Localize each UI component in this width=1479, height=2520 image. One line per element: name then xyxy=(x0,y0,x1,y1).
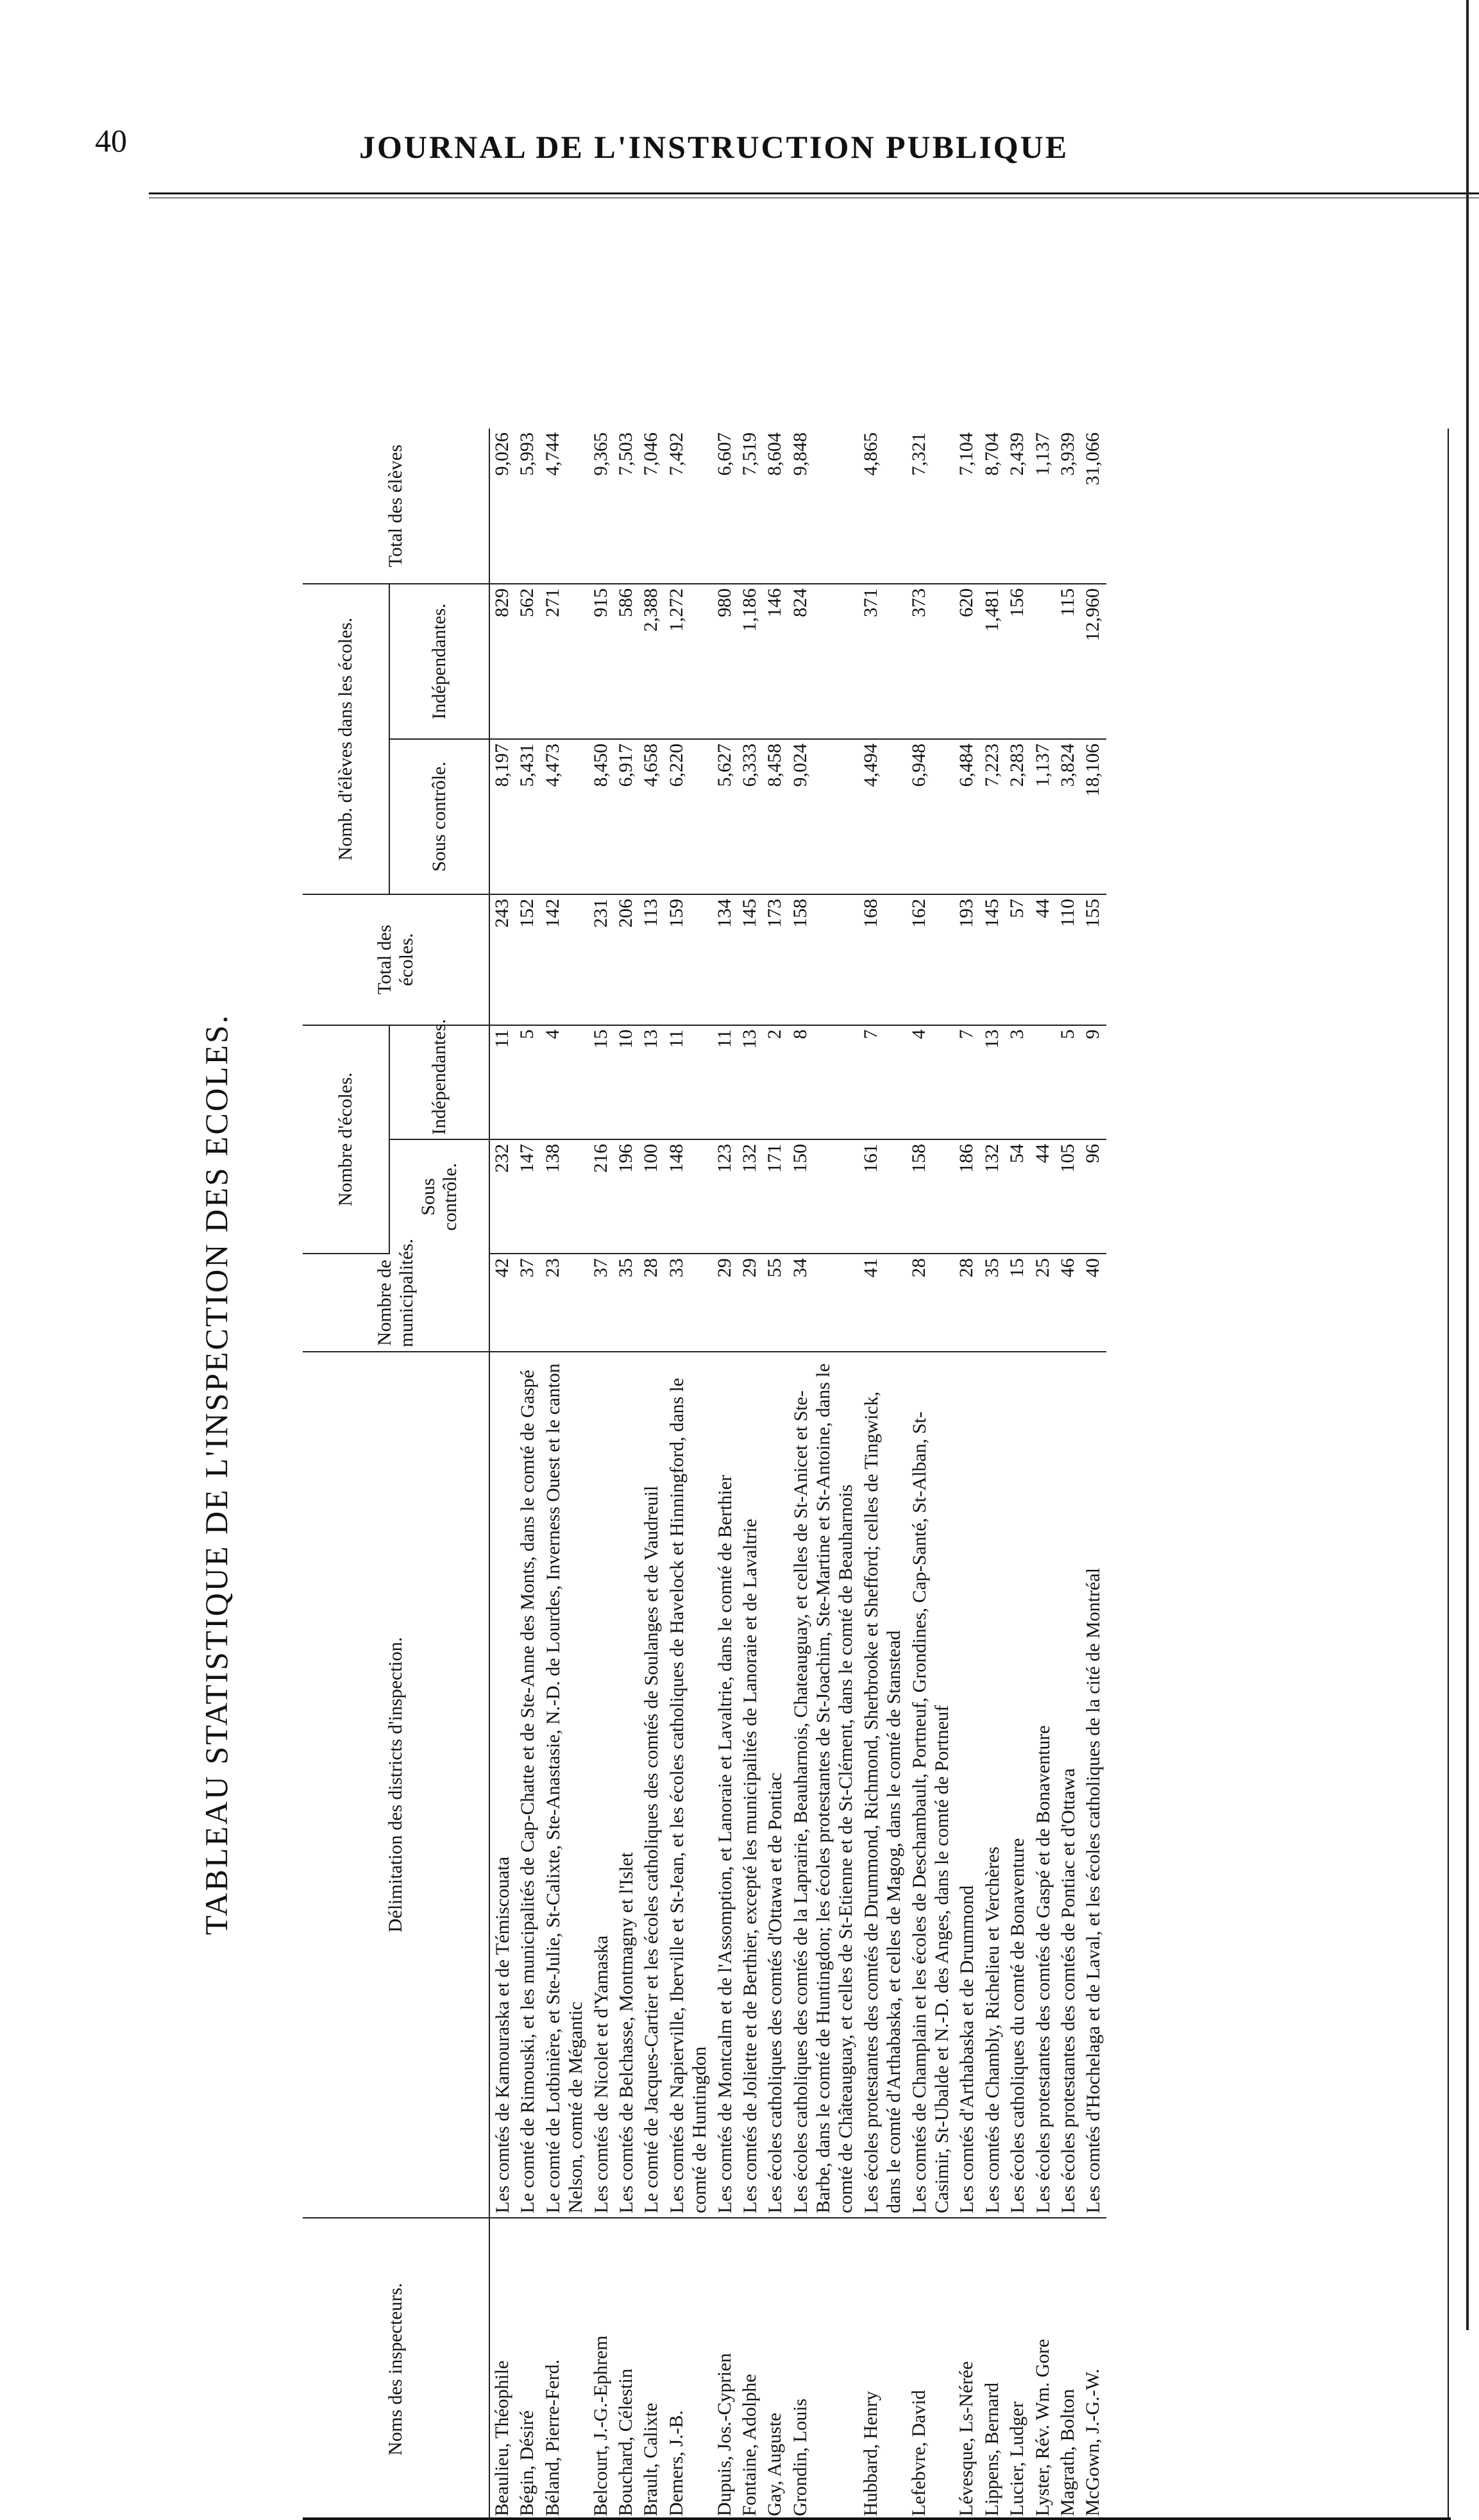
page-edge-rule xyxy=(1466,0,1469,2330)
table-row xyxy=(763,429,788,2520)
table-row xyxy=(489,429,515,2520)
pupils-independent-cell: 824 xyxy=(788,584,859,739)
schools-total-cell: 152 xyxy=(515,894,540,1025)
pupils-controlled-cell: 4,494 xyxy=(859,739,907,894)
pupils-independent-cell: 1,481 xyxy=(980,584,1005,739)
pupils-controlled-cell: 5,431 xyxy=(515,739,540,894)
pupils-controlled-cell: 3,824 xyxy=(1056,739,1081,894)
table-title: TABLEAU STATISTIQUE DE L'INSPECTION DES ECOLES. xyxy=(198,1013,234,1936)
pupils-independent-cell: 562 xyxy=(515,584,540,739)
municipalities-cell: 55 xyxy=(763,1254,788,1352)
schools-independent-cell: 2 xyxy=(763,1025,788,1139)
municipalities-cell: 35 xyxy=(614,1254,639,1352)
municipalities-cell: 41 xyxy=(859,1254,907,1352)
pupils-controlled-cell: 8,458 xyxy=(763,739,788,894)
header-inspector: Noms des inspecteurs. xyxy=(303,2218,489,2520)
table-row xyxy=(664,429,713,2520)
inspector-cell: Gay, Auguste xyxy=(764,2412,786,2516)
pupils-total-cell: 8,604 xyxy=(763,429,788,584)
schools-controlled-cell: 232 xyxy=(489,1139,515,1254)
table-row xyxy=(515,429,540,2520)
municipalities-cell: 33 xyxy=(664,1254,713,1352)
pupils-total-cell: 9,026 xyxy=(489,429,515,584)
inspector-cell: Lucier, Ludger xyxy=(1006,2401,1028,2516)
pupils-controlled-cell: 8,197 xyxy=(489,739,515,894)
schools-total-cell: 206 xyxy=(614,894,639,1025)
schools-total-cell: 162 xyxy=(907,894,955,1025)
schools-controlled-cell: 147 xyxy=(515,1139,540,1254)
district-cell: Les comtés de Montcalm et de l'Assomption, et Lanoraie et Lavaltrie, dans le comté de Berthier xyxy=(713,1352,738,2218)
district-cell: Les comtés de Napierville, Iberville et St-Jean, et les écoles catholiques de Havelock et Hinningford, dans le comté de Huntingdon xyxy=(664,1352,713,2218)
pupils-controlled-cell: 6,948 xyxy=(907,739,955,894)
schools-total-cell: 158 xyxy=(788,894,859,1025)
inspector-cell: Magrath, Bolton xyxy=(1056,2388,1078,2516)
table-row xyxy=(954,429,979,2520)
pupils-total-cell: 2,439 xyxy=(1005,429,1030,584)
schools-independent-cell: 13 xyxy=(738,1025,763,1139)
table-row xyxy=(907,429,955,2520)
pupils-controlled-cell: 6,333 xyxy=(738,739,763,894)
district-cell: Les comtés de Champlain et les écoles de Deschambault, Portneuf, Grondines, Cap-Santé, St-Alban, St-Casimir, St-Ubalde et N.-D. des Anges, dans le comté de Portneuf xyxy=(907,1352,955,2218)
inspector-cell: Dupuis, Jos.-Cyprien xyxy=(713,2353,735,2516)
schools-total-cell: 145 xyxy=(738,894,763,1025)
inspector-cell: McGown, J.-G.-W. xyxy=(1082,2369,1104,2516)
pupils-total-cell: 7,519 xyxy=(738,429,763,584)
inspector-cell: Fontaine, Adolphe xyxy=(738,2374,760,2516)
schools-controlled-cell: 105 xyxy=(1056,1139,1081,1254)
header-schools-group: Nombre d'écoles. xyxy=(303,1025,389,1254)
inspector-cell: Bégin, Désiré xyxy=(516,2410,538,2516)
district-cell: Les écoles protestantes des comtés de Gaspé et de Bonaventure xyxy=(1031,1352,1056,2218)
inspector-cell: Béland, Pierre-Ferd. xyxy=(541,2359,563,2516)
pupils-total-cell: 3,939 xyxy=(1056,429,1081,584)
table-row xyxy=(1056,429,1081,2520)
schools-independent-cell: 11 xyxy=(664,1025,713,1139)
inspector-cell: Grondin, Louis xyxy=(789,2398,811,2516)
table-row xyxy=(614,429,639,2520)
header-district: Délimitation des districts d'inspection. xyxy=(303,1352,489,2218)
schools-controlled-cell: 161 xyxy=(859,1139,907,1254)
pupils-independent-cell: 2,388 xyxy=(639,584,664,739)
schools-total-cell: 155 xyxy=(1081,894,1106,1025)
schools-independent-cell: 11 xyxy=(489,1025,515,1139)
table-row xyxy=(589,429,614,2520)
pupils-independent-cell: 12,960 xyxy=(1081,584,1106,739)
municipalities-cell: 15 xyxy=(1005,1254,1030,1352)
municipalities-cell: 23 xyxy=(541,1254,589,1352)
inspector-cell: Lefebvre, David xyxy=(908,2390,929,2516)
district-cell: Les comtés de Belchasse, Montmagny et l'Islet xyxy=(614,1352,639,2218)
schools-independent-cell: 15 xyxy=(589,1025,614,1139)
pupils-total-cell: 5,993 xyxy=(515,429,540,584)
schools-total-cell: 193 xyxy=(954,894,979,1025)
header-municipalities: Nombre de municipalités. xyxy=(303,1254,489,1352)
header-pupils-total: Total des élèves xyxy=(303,429,489,584)
inspector-cell: Bouchard, Célestin xyxy=(614,2369,636,2516)
district-cell: Les écoles catholiques des comtés de la Laprairie, Beauharnois, Chateauguay, et celles de St-Anicet et Ste-Barbe, dans le comté de Huntingdon; les écoles protestantes de St-Joachim, Ste-Martine et St-Antoine, dans le comté de Châteauguay, et celles de St-Etienne et de St-Clément, dans le comté de Beauharnois xyxy=(788,1352,859,2218)
pupils-total-cell: 1,137 xyxy=(1031,429,1056,584)
schools-controlled-cell: 44 xyxy=(1031,1139,1056,1254)
pupils-independent-cell: 1,272 xyxy=(664,584,713,739)
schools-total-cell: 44 xyxy=(1031,894,1056,1025)
schools-total-cell: 159 xyxy=(664,894,713,1025)
district-cell: Les comtés de Chambly, Richelieu et Verchères xyxy=(980,1352,1005,2218)
schools-controlled-cell: 123 xyxy=(713,1139,738,1254)
pupils-independent-cell: 586 xyxy=(614,584,639,739)
running-head: JOURNAL DE L'INSTRUCTION PUBLIQUE xyxy=(359,129,1069,165)
schools-controlled-cell: 96 xyxy=(1081,1139,1106,1254)
municipalities-cell: 35 xyxy=(980,1254,1005,1352)
table-row xyxy=(859,429,907,2520)
municipalities-cell: 37 xyxy=(589,1254,614,1352)
schools-total-cell: 173 xyxy=(763,894,788,1025)
schools-total-cell: 142 xyxy=(541,894,589,1025)
district-cell: Les écoles protestantes des comtés de Drummond, Richmond, Sherbrooke et Shefford; celles de Tingwick, dans le comté d'Arthabaska, et celles de Magog, dans le comté de Stanstead xyxy=(859,1352,907,2218)
district-cell: Les comtés de Joliette et de Berthier, excepté les municipalités de Lanoraie et de Lavaltrie xyxy=(738,1352,763,2218)
header-pupils-independent: Indépendantes. xyxy=(389,584,489,739)
pupils-controlled-cell: 4,473 xyxy=(541,739,589,894)
inspector-cell: Demers, J.-B. xyxy=(665,2410,687,2516)
pupils-total-cell: 4,865 xyxy=(859,429,907,584)
inspector-cell: Lippens, Bernard xyxy=(981,2382,1002,2516)
municipalities-cell: 29 xyxy=(738,1254,763,1352)
municipalities-cell: 29 xyxy=(713,1254,738,1352)
pupils-total-cell: 7,321 xyxy=(907,429,955,584)
schools-controlled-cell: 186 xyxy=(954,1139,979,1254)
schools-independent-cell: 13 xyxy=(639,1025,664,1139)
table-row xyxy=(713,429,738,2520)
pupils-independent-cell: 371 xyxy=(859,584,907,739)
pupils-total-cell: 8,704 xyxy=(980,429,1005,584)
municipalities-cell: 40 xyxy=(1081,1254,1106,1352)
schools-controlled-cell: 132 xyxy=(980,1139,1005,1254)
municipalities-cell: 46 xyxy=(1056,1254,1081,1352)
header-pupils-group: Nomb. d'élèves dans les écoles. xyxy=(303,584,389,894)
schools-independent-cell: 4 xyxy=(541,1025,589,1139)
schools-controlled-cell: 196 xyxy=(614,1139,639,1254)
table-row xyxy=(1081,429,1106,2520)
schools-controlled-cell: 216 xyxy=(589,1139,614,1254)
pupils-independent-cell: 156 xyxy=(1005,584,1030,739)
district-cell: Le comté de Jacques-Cartier et les écoles catholiques des comtés de Soulanges et de Vaudreuil xyxy=(639,1352,664,2218)
pupils-total-cell: 4,744 xyxy=(541,429,589,584)
district-cell: Les écoles catholiques du comté de Bonaventure xyxy=(1005,1352,1030,2218)
pupils-independent-cell: 373 xyxy=(907,584,955,739)
schools-independent-cell: 13 xyxy=(980,1025,1005,1139)
schools-independent-cell: 3 xyxy=(1005,1025,1030,1139)
schools-independent-cell: 9 xyxy=(1081,1025,1106,1139)
inspector-cell: Hubbard, Henry xyxy=(859,2391,881,2516)
municipalities-cell: 25 xyxy=(1031,1254,1056,1352)
district-cell: Le comté de Rimouski, et les municipalités de Cap-Chatte et de Ste-Anne des Monts, dans le comté de Gaspé xyxy=(515,1352,540,2218)
table-row xyxy=(980,429,1005,2520)
district-cell: Les comtés d'Hochelaga et de Laval, et les écoles catholiques de la cité de Montréal xyxy=(1081,1352,1106,2218)
inspector-cell: Beaulieu, Théophile xyxy=(491,2360,512,2516)
district-cell: Les comtés d'Arthabaska et de Drummond xyxy=(954,1352,979,2218)
rotated-table-frame xyxy=(168,429,1451,2520)
pupils-independent-cell xyxy=(1031,584,1056,739)
pupils-independent-cell: 829 xyxy=(489,584,515,739)
schools-total-cell: 134 xyxy=(713,894,738,1025)
schools-controlled-cell: 100 xyxy=(639,1139,664,1254)
district-cell: Les écoles protestantes des comtés de Pontiac et d'Ottawa xyxy=(1056,1352,1081,2218)
pupils-independent-cell: 271 xyxy=(541,584,589,739)
schools-total-cell: 231 xyxy=(589,894,614,1025)
pupils-controlled-cell: 4,658 xyxy=(639,739,664,894)
pupils-independent-cell: 146 xyxy=(763,584,788,739)
municipalities-cell: 28 xyxy=(639,1254,664,1352)
schools-controlled-cell: 148 xyxy=(664,1139,713,1254)
inspector-cell: Belcourt, J.-G.-Ephrem xyxy=(589,2335,611,2516)
schools-controlled-cell: 138 xyxy=(541,1139,589,1254)
pupils-controlled-cell: 5,627 xyxy=(713,739,738,894)
header-pupils-controlled: Sous contrôle. xyxy=(389,739,489,894)
pupils-total-cell: 7,046 xyxy=(639,429,664,584)
district-cell: Les comtés de Nicolet et d'Yamaska xyxy=(589,1352,614,2218)
district-cell: Le comté de Lotbinière, et Ste-Julie, St-Calixte, Ste-Anastasie, N.-D. de Lourdes, Inverness Ouest et le canton Nelson, comté de Mégantic xyxy=(541,1352,589,2218)
schools-total-cell: 110 xyxy=(1056,894,1081,1025)
header-schools-independent: Indépendantes. xyxy=(389,1025,489,1139)
schools-independent-cell: 4 xyxy=(907,1025,955,1139)
schools-independent-cell xyxy=(1031,1025,1056,1139)
schools-independent-cell: 7 xyxy=(954,1025,979,1139)
schools-independent-cell: 5 xyxy=(1056,1025,1081,1139)
table-row xyxy=(738,429,763,2520)
pupils-controlled-cell: 6,484 xyxy=(954,739,979,894)
pupils-total-cell: 7,492 xyxy=(664,429,713,584)
municipalities-cell: 28 xyxy=(954,1254,979,1352)
inspector-cell: Lyster, Rév. Wm. Gore xyxy=(1031,2338,1053,2516)
table-row xyxy=(541,429,589,2520)
pupils-controlled-cell: 6,917 xyxy=(614,739,639,894)
pupils-independent-cell: 620 xyxy=(954,584,979,739)
schools-independent-cell: 7 xyxy=(859,1025,907,1139)
schools-total-cell: 243 xyxy=(489,894,515,1025)
municipalities-cell: 42 xyxy=(489,1254,515,1352)
pupils-controlled-cell: 7,223 xyxy=(980,739,1005,894)
schools-controlled-cell: 132 xyxy=(738,1139,763,1254)
schools-total-cell: 113 xyxy=(639,894,664,1025)
schools-total-cell: 145 xyxy=(980,894,1005,1025)
inspector-cell: Lévesque, Ls-Nérée xyxy=(956,2361,977,2516)
table-bottom-rule xyxy=(1448,429,1449,2520)
schools-independent-cell: 5 xyxy=(515,1025,540,1139)
pupils-independent-cell: 915 xyxy=(589,584,614,739)
district-cell: Les écoles catholiques des comtés d'Ottawa et de Pontiac xyxy=(763,1352,788,2218)
header-schools-total: Total des écoles. xyxy=(303,894,489,1025)
schools-controlled-cell: 171 xyxy=(763,1139,788,1254)
schools-total-cell: 57 xyxy=(1005,894,1030,1025)
pupils-independent-cell: 980 xyxy=(713,584,738,739)
pupils-controlled-cell: 18,106 xyxy=(1081,739,1106,894)
municipalities-cell: 34 xyxy=(788,1254,859,1352)
header-schools-controlled: Sous contrôle. xyxy=(389,1139,489,1254)
schools-controlled-cell: 158 xyxy=(907,1139,955,1254)
header-rule xyxy=(149,192,1479,194)
district-cell: Les comtés de Kamouraska et de Témiscouata xyxy=(489,1352,515,2218)
pupils-total-cell: 31,066 xyxy=(1081,429,1106,584)
pupils-controlled-cell: 9,024 xyxy=(788,739,859,894)
schools-controlled-cell: 54 xyxy=(1005,1139,1030,1254)
pupils-total-cell: 6,607 xyxy=(713,429,738,584)
schools-independent-cell: 10 xyxy=(614,1025,639,1139)
pupils-total-cell: 7,503 xyxy=(614,429,639,584)
pupils-total-cell: 9,365 xyxy=(589,429,614,584)
schools-independent-cell: 8 xyxy=(788,1025,859,1139)
schools-total-cell: 168 xyxy=(859,894,907,1025)
page-number: 40 xyxy=(95,123,127,158)
table-row xyxy=(788,429,859,2520)
municipalities-cell: 37 xyxy=(515,1254,540,1352)
inspector-cell: Brault, Calixte xyxy=(640,2403,662,2516)
table-row xyxy=(1031,429,1056,2520)
pupils-independent-cell: 1,186 xyxy=(738,584,763,739)
pupils-controlled-cell: 1,137 xyxy=(1031,739,1056,894)
pupils-total-cell: 7,104 xyxy=(954,429,979,584)
pupils-controlled-cell: 8,450 xyxy=(589,739,614,894)
pupils-controlled-cell: 2,283 xyxy=(1005,739,1030,894)
municipalities-cell: 28 xyxy=(907,1254,955,1352)
table-body xyxy=(489,429,1106,2520)
pupils-controlled-cell: 6,220 xyxy=(664,739,713,894)
pupils-total-cell: 9,848 xyxy=(788,429,859,584)
table-row xyxy=(639,429,664,2520)
statistics-table xyxy=(303,429,1106,2520)
pupils-independent-cell: 115 xyxy=(1056,584,1081,739)
schools-independent-cell: 11 xyxy=(713,1025,738,1139)
schools-controlled-cell: 150 xyxy=(788,1139,859,1254)
table-row xyxy=(1005,429,1030,2520)
